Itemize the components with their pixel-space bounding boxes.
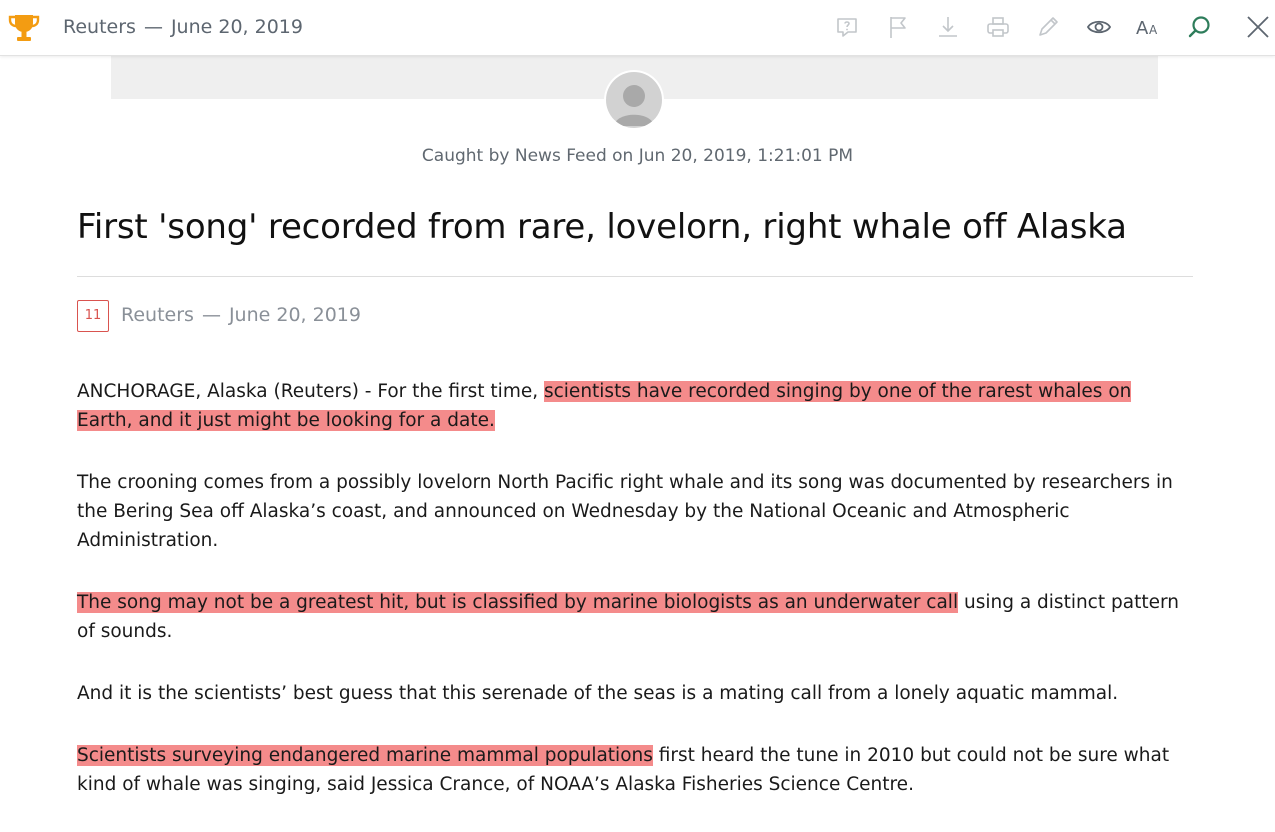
paragraph — [77, 377, 1192, 435]
article-title: First 'song' recorded from rare, lovelorn, right whale off Alaska — [77, 207, 1127, 247]
font-size-icon[interactable] — [1135, 14, 1161, 40]
paragraph — [77, 679, 1192, 708]
svg-text:A: A — [1149, 23, 1158, 37]
header-date: June 20, 2019 — [170, 16, 303, 38]
article-separator: — — [201, 304, 221, 326]
paragraph-text: The crooning comes from a possibly lovelorn North Pacific right whale and its song was documented by researchers in the Bering Sea off Alaska’s coast, and announced on Wednesday by the National Oceanic and Atmospheric Administration. — [77, 472, 1173, 551]
search-icon[interactable] — [1187, 14, 1213, 40]
paragraph-text: using a distinct pattern of sounds. — [77, 592, 1179, 642]
header-source — [63, 16, 303, 38]
article-source — [121, 304, 361, 326]
paragraph — [77, 468, 1192, 555]
paragraph — [77, 741, 1192, 799]
trophy-icon — [6, 10, 42, 46]
paragraph — [77, 588, 1192, 646]
header-separator: — — [143, 16, 163, 38]
user-silhouette-icon — [606, 72, 662, 128]
count-badge[interactable]: 11 — [77, 300, 109, 332]
top-bar — [0, 0, 1275, 56]
highlight[interactable]: scientists have recorded singing by one of the rarest whales on Earth, and it just might be looking for a date. — [77, 381, 1132, 431]
article-body — [77, 377, 1192, 832]
paragraph-text: And it is the scientists’ best guess that this serenade of the seas is a mating call from a lonely aquatic mammal. — [77, 683, 1119, 704]
edit-icon[interactable] — [1035, 14, 1061, 40]
avatar — [606, 72, 662, 128]
caught-by-text: Caught by News Feed on Jun 20, 2019, 1:21:01 PM — [421, 146, 854, 166]
header-source-name: Reuters — [63, 16, 136, 38]
download-icon[interactable] — [935, 14, 961, 40]
svg-text:A: A — [1136, 18, 1149, 39]
close-icon[interactable] — [1245, 14, 1271, 40]
help-icon[interactable] — [834, 14, 860, 40]
article-source-name: Reuters — [121, 304, 194, 326]
eye-icon[interactable] — [1086, 14, 1112, 40]
paragraph-text: ANCHORAGE, Alaska (Reuters) - For the first time, — [77, 381, 544, 402]
divider — [77, 276, 1193, 277]
print-icon[interactable] — [985, 14, 1011, 40]
flag-icon[interactable] — [885, 14, 911, 40]
paragraph-text: first heard the tune in 2010 but could not be sure what kind of whale was singing, said Jessica Crance, of NOAA’s Alaska Fisheries Science Centre. — [77, 745, 1170, 795]
article-date: June 20, 2019 — [228, 304, 361, 326]
highlight[interactable]: The song may not be a greatest hit, but is classified by marine biologists as an underwater call — [77, 592, 959, 613]
highlight[interactable]: Scientists surveying endangered marine mammal populations — [77, 745, 653, 766]
